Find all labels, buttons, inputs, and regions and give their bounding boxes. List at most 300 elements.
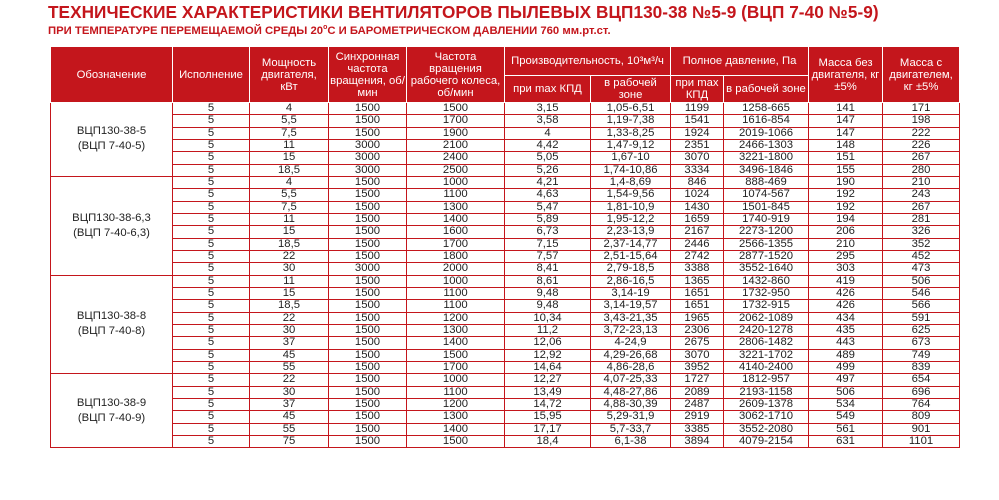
group-designation-alt: (ВЦП 7-40-5)	[77, 140, 146, 153]
table-cell: 434	[809, 312, 883, 324]
table-cell: 5	[173, 324, 250, 336]
table-row	[51, 300, 960, 312]
table-cell: 846	[671, 176, 724, 188]
table-cell: 5,89	[505, 213, 591, 225]
table-cell: 206	[809, 226, 883, 238]
table-cell: 5	[173, 312, 250, 324]
table-cell: 5,26	[505, 164, 591, 176]
table-cell: 1500	[329, 287, 407, 299]
table-cell: 1732-950	[724, 287, 809, 299]
table-cell: 5,5	[250, 189, 329, 201]
table-cell: 3000	[329, 164, 407, 176]
header-mass-no-motor: Масса без двигателя, кг ±5%	[809, 47, 883, 103]
table-cell: 1,54-9,56	[591, 189, 671, 201]
table-cell: 4079-2154	[724, 435, 809, 447]
group-designation-cell	[51, 374, 173, 448]
table-cell: 3894	[671, 435, 724, 447]
table-cell: 2400	[407, 152, 505, 164]
table-cell: 3,72-23,13	[591, 324, 671, 336]
table-cell: 2566-1355	[724, 238, 809, 250]
table-cell: 1100	[407, 300, 505, 312]
table-cell: 1300	[407, 411, 505, 423]
table-cell: 9,48	[505, 300, 591, 312]
table-cell: 839	[883, 361, 960, 373]
table-cell: 2000	[407, 263, 505, 275]
table-cell: 2500	[407, 164, 505, 176]
table-cell: 7,5	[250, 127, 329, 139]
table-cell: 1199	[671, 103, 724, 115]
table-cell: 9,48	[505, 287, 591, 299]
specifications-table	[50, 46, 960, 448]
table-cell: 1500	[329, 435, 407, 447]
table-cell: 17,17	[505, 423, 591, 435]
table-cell: 37	[250, 398, 329, 410]
table-row	[51, 115, 960, 127]
table-cell: 1500	[407, 103, 505, 115]
table-cell: 888-469	[724, 176, 809, 188]
table-cell: 1651	[671, 300, 724, 312]
table-cell: 75	[250, 435, 329, 447]
table-cell: 3,14-19,57	[591, 300, 671, 312]
table-cell: 3,58	[505, 115, 591, 127]
table-cell: 1541	[671, 115, 724, 127]
group-designation: ВЦП130-38-8	[76, 310, 147, 323]
table-cell: 452	[883, 250, 960, 262]
table-cell: 5	[173, 386, 250, 398]
table-cell: 11	[250, 275, 329, 287]
table-cell: 1258-665	[724, 103, 809, 115]
table-cell: 2,51-15,64	[591, 250, 671, 262]
table-cell: 3221-1702	[724, 349, 809, 361]
table-cell: 1,47-9,12	[591, 139, 671, 151]
table-cell: 5	[173, 238, 250, 250]
table-cell: 2,37-14,77	[591, 238, 671, 250]
table-row	[51, 263, 960, 275]
table-cell: 4,29-26,68	[591, 349, 671, 361]
table-cell: 5	[173, 127, 250, 139]
table-cell: 7,15	[505, 238, 591, 250]
group-designation: ВЦП130-38-6,3	[72, 211, 151, 224]
table-cell: 198	[883, 115, 960, 127]
table-cell: 2,79-18,5	[591, 263, 671, 275]
table-cell: 426	[809, 287, 883, 299]
table-cell: 1732-915	[724, 300, 809, 312]
table-cell: 591	[883, 312, 960, 324]
table-cell: 11,2	[505, 324, 591, 336]
table-cell: 267	[883, 152, 960, 164]
table-cell: 1300	[407, 324, 505, 336]
table-row	[51, 287, 960, 299]
table-cell: 18,4	[505, 435, 591, 447]
table-cell: 15	[250, 226, 329, 238]
table-cell: 5	[173, 201, 250, 213]
table-cell: 1400	[407, 213, 505, 225]
table-row	[51, 250, 960, 262]
table-cell: 3000	[329, 152, 407, 164]
table-cell: 3,15	[505, 103, 591, 115]
table-body	[51, 103, 960, 448]
table-cell: 148	[809, 139, 883, 151]
table-cell: 4,21	[505, 176, 591, 188]
table-cell: 2446	[671, 238, 724, 250]
table-cell: 5	[173, 374, 250, 386]
table-cell: 3070	[671, 349, 724, 361]
table-cell: 22	[250, 374, 329, 386]
table-cell: 1500	[329, 423, 407, 435]
table-cell: 419	[809, 275, 883, 287]
header-sync-speed: Синхронная частота вращения, об/мин	[329, 47, 407, 103]
table-cell: 13,49	[505, 386, 591, 398]
table-cell: 1200	[407, 312, 505, 324]
table-cell: 506	[809, 386, 883, 398]
table-cell: 1740-919	[724, 213, 809, 225]
table-cell: 1600	[407, 226, 505, 238]
table-cell: 2,23-13,9	[591, 226, 671, 238]
table-cell: 5	[173, 275, 250, 287]
table-cell: 1500	[329, 398, 407, 410]
table-cell: 546	[883, 287, 960, 299]
table-cell: 1,67-10	[591, 152, 671, 164]
table-cell: 15	[250, 287, 329, 299]
table-cell: 2100	[407, 139, 505, 151]
table-cell: 1400	[407, 337, 505, 349]
table-cell: 3000	[329, 263, 407, 275]
table-cell: 6,1-38	[591, 435, 671, 447]
table-cell: 15	[250, 152, 329, 164]
table-cell: 5	[173, 103, 250, 115]
table-cell: 1074-567	[724, 189, 809, 201]
table-cell: 809	[883, 411, 960, 423]
table-cell: 1100	[407, 386, 505, 398]
table-cell: 5	[173, 189, 250, 201]
table-cell: 5,7-33,7	[591, 423, 671, 435]
table-cell: 5	[173, 176, 250, 188]
table-cell: 5	[173, 152, 250, 164]
table-cell: 30	[250, 386, 329, 398]
table-cell: 5,05	[505, 152, 591, 164]
table-cell: 2062-1089	[724, 312, 809, 324]
table-cell: 1727	[671, 374, 724, 386]
table-cell: 12,27	[505, 374, 591, 386]
table-cell: 1300	[407, 201, 505, 213]
table-row	[51, 324, 960, 336]
table-row	[51, 435, 960, 447]
table-cell: 222	[883, 127, 960, 139]
table-cell: 171	[883, 103, 960, 115]
table-row	[51, 374, 960, 386]
table-cell: 192	[809, 189, 883, 201]
table-row	[51, 226, 960, 238]
table-cell: 1500	[329, 361, 407, 373]
table-cell: 1616-854	[724, 115, 809, 127]
table-cell: 45	[250, 411, 329, 423]
table-cell: 2609-1378	[724, 398, 809, 410]
table-cell: 2,86-16,5	[591, 275, 671, 287]
table-cell: 4,86-28,6	[591, 361, 671, 373]
table-cell: 5	[173, 361, 250, 373]
table-cell: 1,05-6,51	[591, 103, 671, 115]
table-cell: 4,63	[505, 189, 591, 201]
group-designation-alt: (ВЦП 7-40-9)	[77, 411, 146, 424]
header-version: Исполнение	[173, 47, 250, 103]
table-cell: 1500	[329, 213, 407, 225]
table-cell: 11	[250, 213, 329, 225]
table-cell: 22	[250, 312, 329, 324]
table-cell: 5	[173, 398, 250, 410]
table-cell: 2806-1482	[724, 337, 809, 349]
table-cell: 2089	[671, 386, 724, 398]
group-designation-cell	[51, 176, 173, 275]
table-cell: 1101	[883, 435, 960, 447]
table-cell: 4,42	[505, 139, 591, 151]
page-title: ТЕХНИЧЕСКИЕ ХАРАКТЕРИСТИКИ ВЕНТИЛЯТОРОВ ПЫЛЕВЫХ ВЦП130-38 №5-9 (ВЦП 7-40 №5-9)	[48, 2, 879, 22]
table-cell: 18,5	[250, 238, 329, 250]
table-cell: 5	[173, 411, 250, 423]
table-cell: 210	[809, 238, 883, 250]
table-cell: 3496-1846	[724, 164, 809, 176]
table-cell: 37	[250, 337, 329, 349]
table-cell: 2273-1200	[724, 226, 809, 238]
table-cell: 303	[809, 263, 883, 275]
table-cell: 3000	[329, 139, 407, 151]
table-cell: 1430	[671, 201, 724, 213]
table-cell: 901	[883, 423, 960, 435]
table-row	[51, 275, 960, 287]
table-cell: 3,43-21,35	[591, 312, 671, 324]
table-cell: 1500	[329, 201, 407, 213]
table-cell: 5	[173, 226, 250, 238]
table-cell: 4	[250, 176, 329, 188]
table-cell: 5	[173, 250, 250, 262]
table-cell: 631	[809, 435, 883, 447]
table-cell: 1924	[671, 127, 724, 139]
table-cell: 1700	[407, 361, 505, 373]
table-row	[51, 139, 960, 151]
table-cell: 654	[883, 374, 960, 386]
table-cell: 4-24,9	[591, 337, 671, 349]
table-cell: 534	[809, 398, 883, 410]
table-cell: 1500	[329, 103, 407, 115]
table-cell: 1651	[671, 287, 724, 299]
table-cell: 147	[809, 127, 883, 139]
table-cell: 1500	[329, 386, 407, 398]
table-row	[51, 349, 960, 361]
table-cell: 1500	[329, 226, 407, 238]
table-cell: 1500	[329, 337, 407, 349]
table-cell: 2167	[671, 226, 724, 238]
header-pressure-max: при max КПД	[671, 76, 724, 103]
table-cell: 473	[883, 263, 960, 275]
table-cell: 18,5	[250, 300, 329, 312]
table-row	[51, 176, 960, 188]
table-cell: 5	[173, 213, 250, 225]
table-cell: 194	[809, 213, 883, 225]
table-cell: 1200	[407, 398, 505, 410]
table-cell: 5,47	[505, 201, 591, 213]
table-cell: 226	[883, 139, 960, 151]
table-cell: 5	[173, 300, 250, 312]
table-cell: 5	[173, 435, 250, 447]
table-cell: 5	[173, 164, 250, 176]
table-cell: 18,5	[250, 164, 329, 176]
table-cell: 3,14-19	[591, 287, 671, 299]
table-cell: 1000	[407, 275, 505, 287]
table-row	[51, 238, 960, 250]
table-cell: 1659	[671, 213, 724, 225]
table-cell: 151	[809, 152, 883, 164]
table-cell: 1400	[407, 423, 505, 435]
table-cell: 55	[250, 423, 329, 435]
table-cell: 2877-1520	[724, 250, 809, 262]
table-cell: 1432-860	[724, 275, 809, 287]
table-cell: 1900	[407, 127, 505, 139]
table-cell: 12,06	[505, 337, 591, 349]
table-cell: 625	[883, 324, 960, 336]
table-cell: 8,61	[505, 275, 591, 287]
table-cell: 14,64	[505, 361, 591, 373]
table-cell: 11	[250, 139, 329, 151]
table-cell: 5	[173, 263, 250, 275]
table-cell: 435	[809, 324, 883, 336]
table-cell: 1,33-8,25	[591, 127, 671, 139]
table-cell: 281	[883, 213, 960, 225]
group-designation: ВЦП130-38-5	[76, 125, 147, 138]
table-cell: 2019-1066	[724, 127, 809, 139]
table-cell: 696	[883, 386, 960, 398]
table-cell: 147	[809, 115, 883, 127]
table-cell: 1500	[329, 238, 407, 250]
table-cell: 30	[250, 324, 329, 336]
table-cell: 1000	[407, 176, 505, 188]
table-cell: 1100	[407, 287, 505, 299]
table-cell: 14,72	[505, 398, 591, 410]
table-cell: 561	[809, 423, 883, 435]
table-cell: 295	[809, 250, 883, 262]
group-designation: ВЦП130-38-9	[76, 396, 147, 409]
table-cell: 5	[173, 349, 250, 361]
table-cell: 673	[883, 337, 960, 349]
table-cell: 1500	[329, 176, 407, 188]
table-cell: 190	[809, 176, 883, 188]
table-cell: 4	[505, 127, 591, 139]
table-cell: 1,81-10,9	[591, 201, 671, 213]
header-pressure: Полное давление, Па	[671, 47, 809, 76]
header-power: Мощность двигателя, кВт	[250, 47, 329, 103]
table-cell: 1500	[329, 250, 407, 262]
table-cell: 764	[883, 398, 960, 410]
table-cell: 10,34	[505, 312, 591, 324]
table-cell: 4	[250, 103, 329, 115]
table-cell: 1700	[407, 115, 505, 127]
table-row	[51, 337, 960, 349]
group-designation-cell	[51, 103, 173, 177]
table-cell: 4140-2400	[724, 361, 809, 373]
table-cell: 2420-1278	[724, 324, 809, 336]
table-cell: 2487	[671, 398, 724, 410]
page-subtitle: ПРИ ТЕМПЕРАТУРЕ ПЕРЕМЕЩАЕМОЙ СРЕДЫ 20$^o$С И БАРОМЕТРИЧЕСКОМ ДАВЛЕНИИ 760 мм.рт.ст.	[48, 24, 611, 37]
table-cell: 499	[809, 361, 883, 373]
table-cell: 749	[883, 349, 960, 361]
table-cell: 352	[883, 238, 960, 250]
table-cell: 7,5	[250, 201, 329, 213]
table-cell: 1500	[329, 127, 407, 139]
table-cell: 4,88-30,39	[591, 398, 671, 410]
table-cell: 210	[883, 176, 960, 188]
table-cell: 12,92	[505, 349, 591, 361]
table-cell: 1500	[329, 324, 407, 336]
table-cell: 3552-1640	[724, 263, 809, 275]
table-cell: 489	[809, 349, 883, 361]
table-row	[51, 103, 960, 115]
table-cell: 549	[809, 411, 883, 423]
table-row	[51, 152, 960, 164]
table-cell: 155	[809, 164, 883, 176]
table-cell: 1800	[407, 250, 505, 262]
header-impeller-speed: Частота вращения рабочего колеса, об/мин	[407, 47, 505, 103]
table-row	[51, 189, 960, 201]
table-cell: 1500	[329, 189, 407, 201]
table-cell: 45	[250, 349, 329, 361]
table-cell: 267	[883, 201, 960, 213]
table-cell: 1501-845	[724, 201, 809, 213]
table-cell: 3070	[671, 152, 724, 164]
table-cell: 1365	[671, 275, 724, 287]
table-cell: 1500	[329, 312, 407, 324]
header-performance-work: в рабочей зоне	[591, 76, 671, 103]
table-cell: 1000	[407, 374, 505, 386]
table-cell: 2919	[671, 411, 724, 423]
table-cell: 1500	[329, 300, 407, 312]
table-cell: 3952	[671, 361, 724, 373]
table-cell: 1500	[329, 275, 407, 287]
table-cell: 1024	[671, 189, 724, 201]
table-cell: 1,4-8,69	[591, 176, 671, 188]
table-cell: 426	[809, 300, 883, 312]
table-cell: 5	[173, 287, 250, 299]
table-cell: 1,19-7,38	[591, 115, 671, 127]
table-cell: 5	[173, 423, 250, 435]
table-cell: 443	[809, 337, 883, 349]
table-cell: 2306	[671, 324, 724, 336]
header-performance: Производительность, 10³м³/ч	[505, 47, 671, 76]
header-mass-with-motor: Масса с двигателем, кг ±5%	[883, 47, 960, 103]
table-row	[51, 411, 960, 423]
table-cell: 1500	[407, 349, 505, 361]
table-row	[51, 127, 960, 139]
table-row	[51, 164, 960, 176]
table-cell: 1500	[329, 115, 407, 127]
table-row	[51, 312, 960, 324]
table-row	[51, 386, 960, 398]
table-cell: 8,41	[505, 263, 591, 275]
table-cell: 497	[809, 374, 883, 386]
table-cell: 5	[173, 115, 250, 127]
table-cell: 3334	[671, 164, 724, 176]
table-cell: 6,73	[505, 226, 591, 238]
table-cell: 1812-957	[724, 374, 809, 386]
table-cell: 4,48-27,86	[591, 386, 671, 398]
table-cell: 1500	[329, 374, 407, 386]
table-row	[51, 201, 960, 213]
table-cell: 1,74-10,86	[591, 164, 671, 176]
table-cell: 280	[883, 164, 960, 176]
table-row	[51, 423, 960, 435]
table-cell: 3385	[671, 423, 724, 435]
table-cell: 1100	[407, 189, 505, 201]
table-cell: 2466-1303	[724, 139, 809, 151]
table-row	[51, 361, 960, 373]
table-cell: 141	[809, 103, 883, 115]
